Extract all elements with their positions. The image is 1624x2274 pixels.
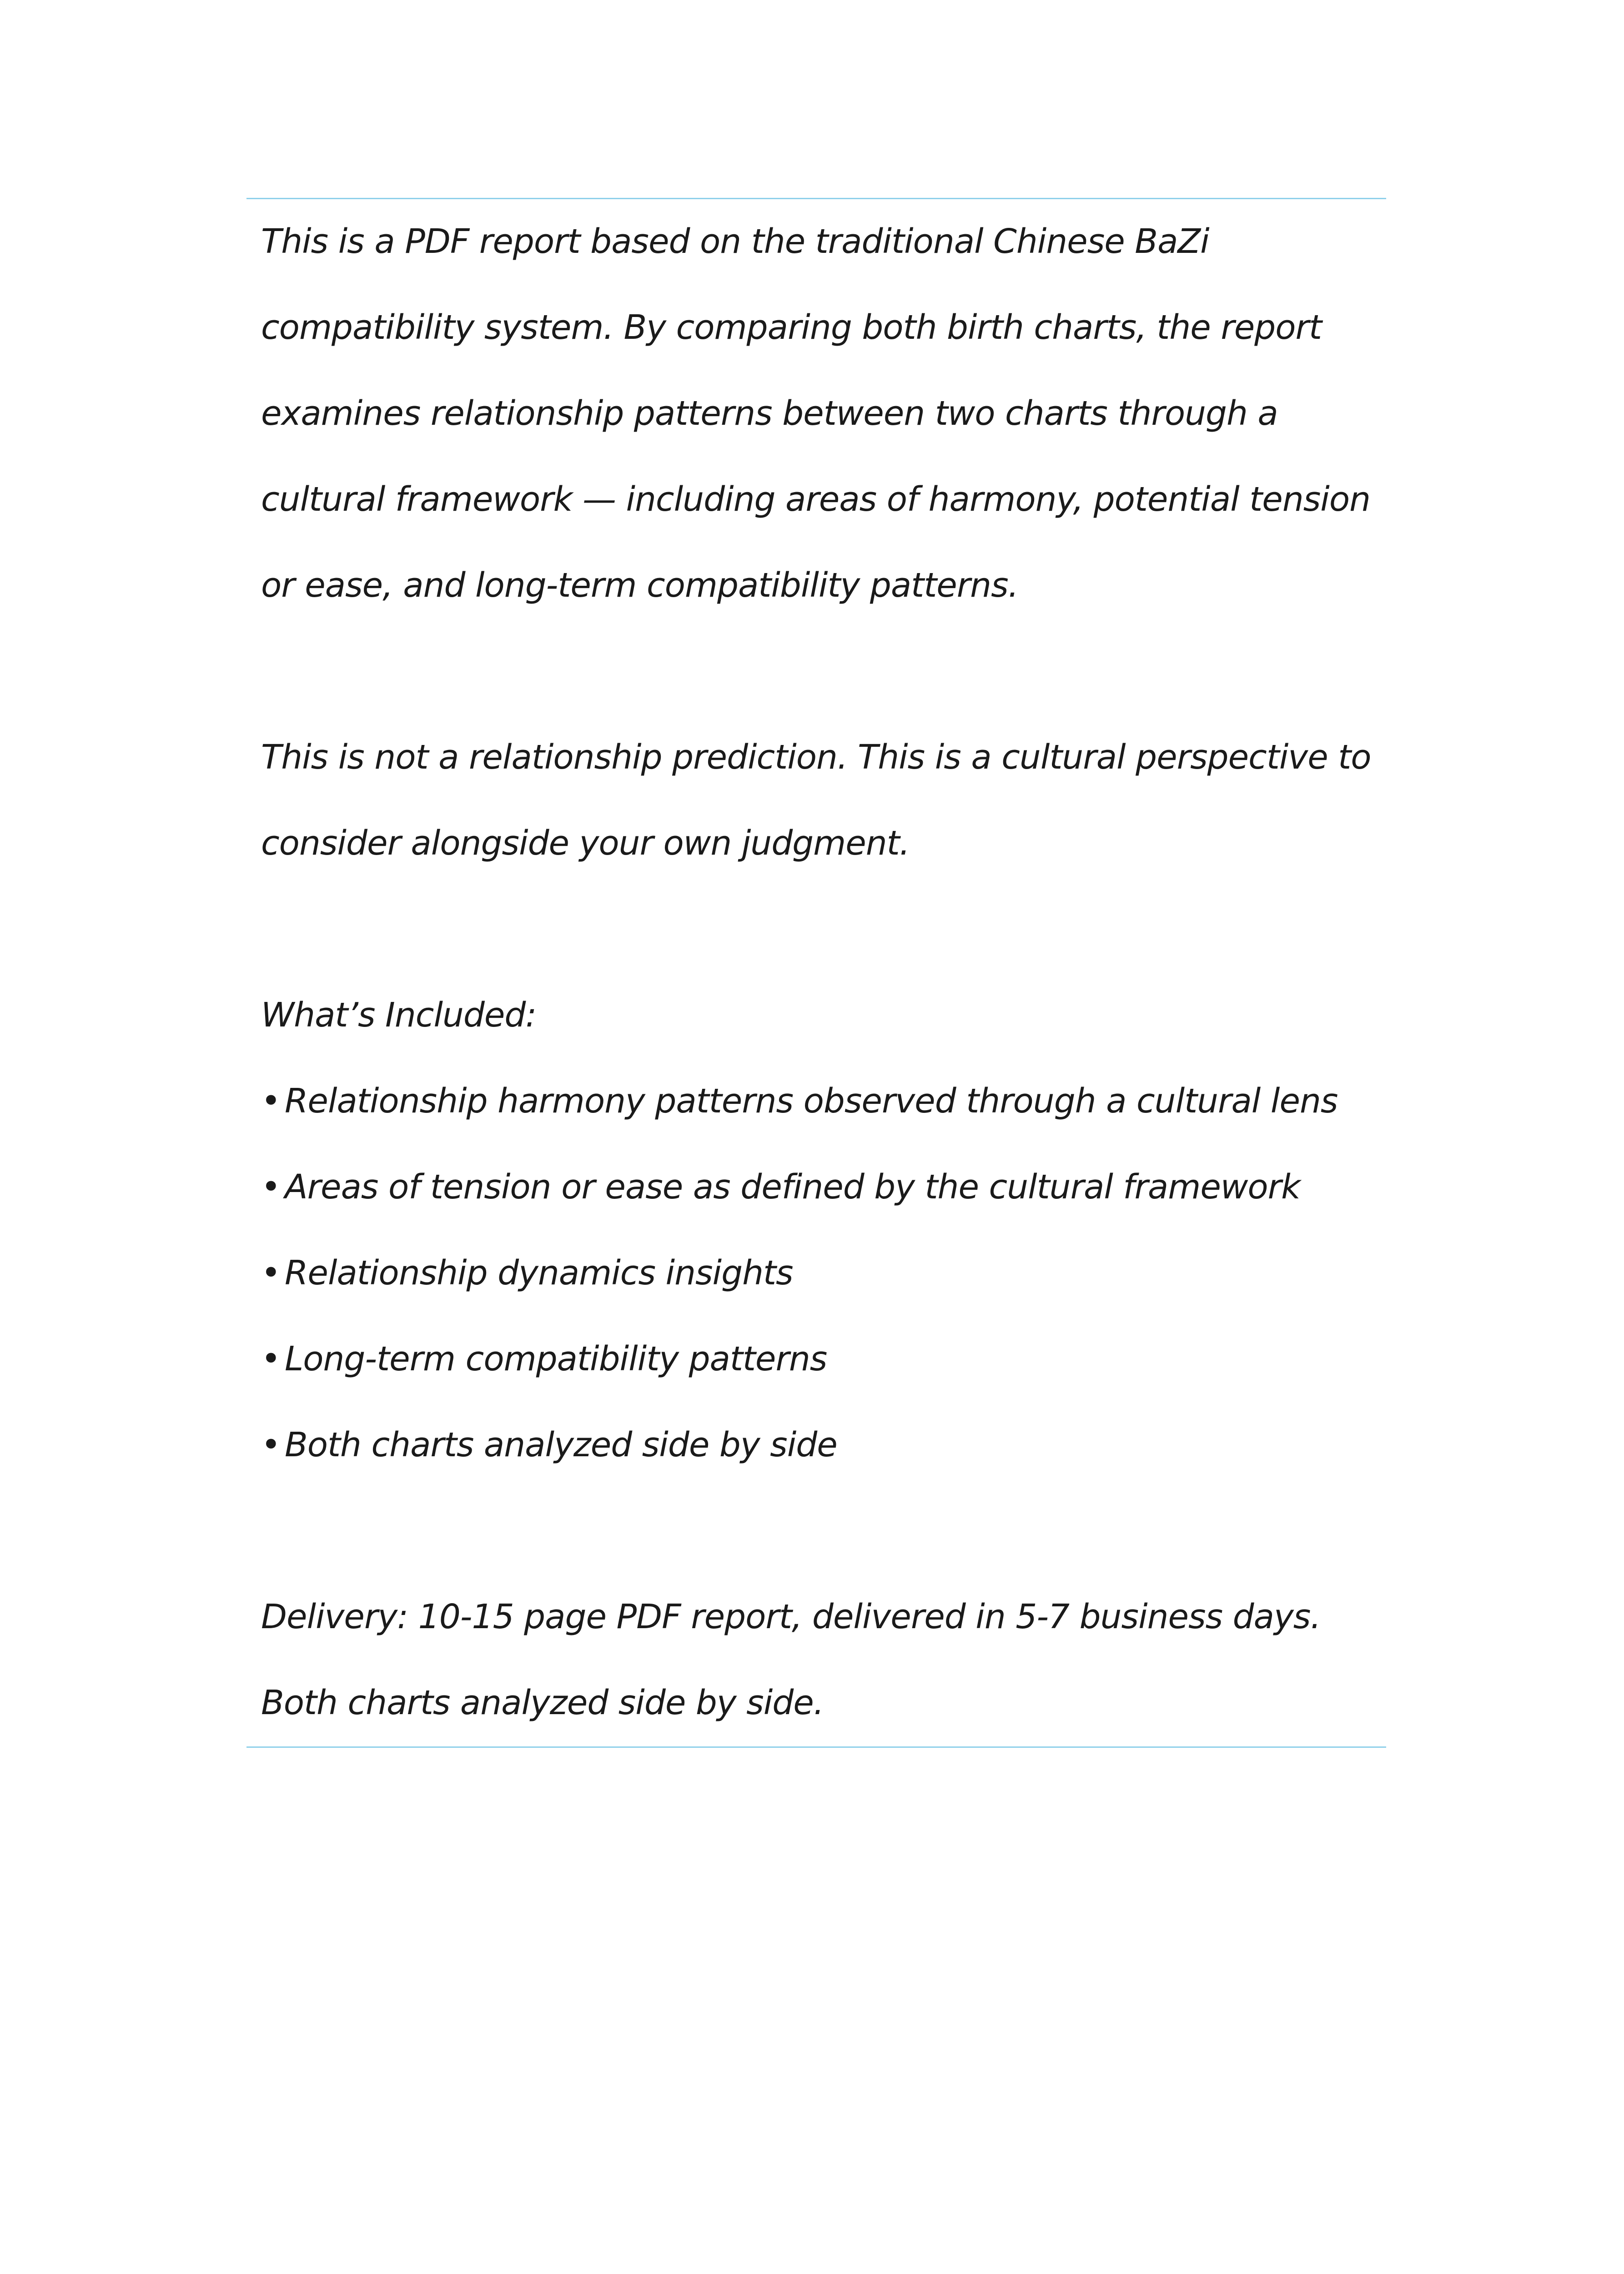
included-list	[261, 1058, 1384, 1488]
list-item	[261, 1316, 1384, 1402]
list-item-text: Relationship harmony patterns observed through a cultural lens	[285, 1082, 1338, 1121]
bullet-icon: •	[261, 1339, 281, 1378]
bottom-divider	[246, 1746, 1386, 1748]
bullet-icon: •	[261, 1253, 281, 1293]
spacer	[261, 629, 1384, 714]
list-item	[261, 1230, 1384, 1316]
intro-paragraph: This is a PDF report based on the traditional Chinese BaZi compatibility system. By comparing both birth charts, the report examines relationship patterns between two charts through a cultural framework — including areas of harmony, potential tension or ease, and long-term compatibility patterns.	[261, 222, 1371, 605]
list-item	[261, 1144, 1384, 1230]
disclaimer-paragraph: This is not a relationship prediction. This is a cultural perspective to consider alongside your own judgment.	[261, 738, 1371, 863]
bullet-icon: •	[261, 1082, 281, 1121]
list-item-text: Relationship dynamics insights	[285, 1253, 793, 1293]
bullet-icon: •	[261, 1425, 281, 1464]
list-item	[261, 1402, 1384, 1488]
spacer	[261, 886, 1384, 972]
included-heading: What’s Included:	[261, 996, 537, 1035]
delivery-paragraph: Delivery: 10-15 page PDF report, delivered in 5-7 business days. Both charts analyzed side by side.	[261, 1597, 1321, 1722]
list-item-text: Areas of tension or ease as defined by the cultural framework	[285, 1167, 1300, 1207]
spacer	[261, 1488, 1384, 1574]
report-description	[261, 199, 1384, 1746]
list-item-text: Both charts analyzed side by side	[285, 1425, 837, 1464]
bullet-icon: •	[261, 1167, 281, 1207]
list-item-text: Long-term compatibility patterns	[285, 1339, 827, 1378]
list-item	[261, 1058, 1384, 1144]
